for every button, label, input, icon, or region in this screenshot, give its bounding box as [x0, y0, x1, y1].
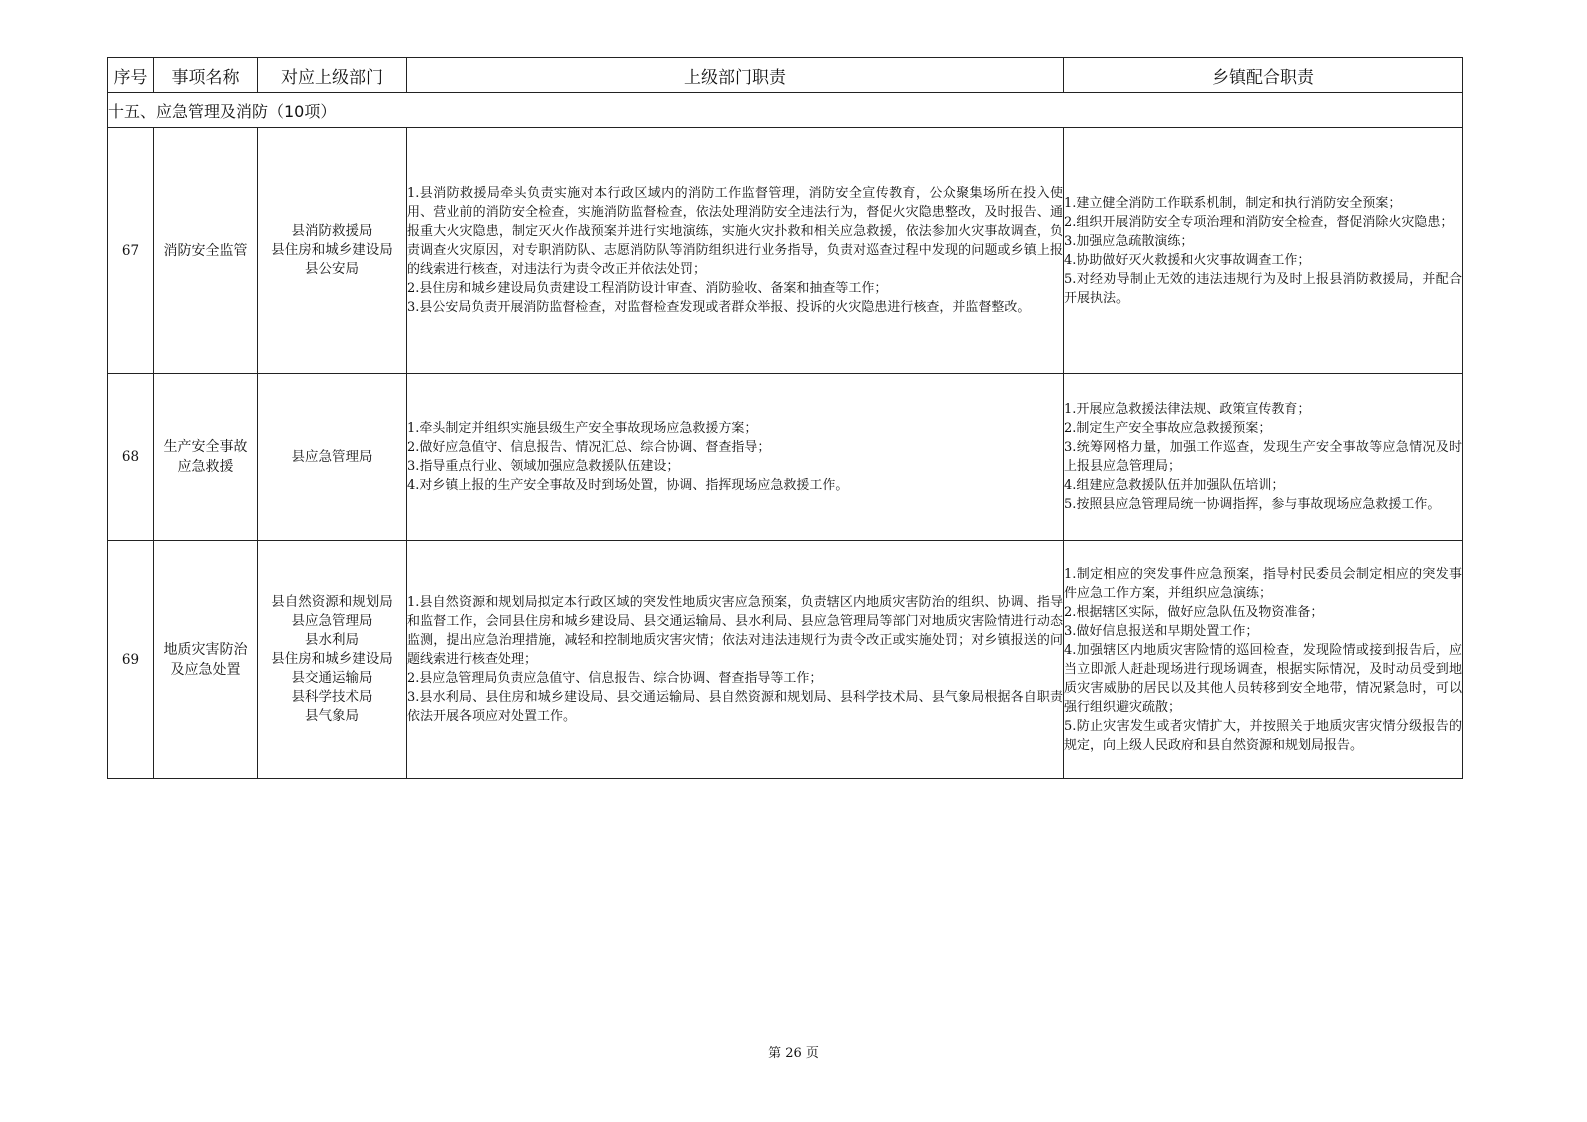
department-line: 县交通运输局 [291, 670, 373, 686]
town-duty-item: 4.组建应急救援队伍并加强队伍培训； [1064, 478, 1285, 493]
duty-table [107, 57, 1463, 779]
upper-duty-item: 4.对乡镇上报的生产安全事故及时到场处置，协调、指挥现场应急救援工作。 [407, 478, 849, 493]
upper-duty-item: 1.县消防救援局牵头负责实施对本行政区域内的消防工作监督管理，消防安全宣传教育，公众聚集场所在投入使用、营业前的消防安全检查，实施消防监督检查，依法处理消防安全违法行为，督促火灾隐患整改，及时报告、通报重大火灾隐患，制定灭火作战预案并进行实地演练，实施火灾扑救和相关应急救援，依法参加火灾事故调查，负责调查火灾原因，对专职消防队、志愿消防队等消防组织进行业务指导，负责对巡查过程中发现的问题或乡镇上报的线索进行核查，对违法行为责令改正并依法处罚； [407, 186, 1063, 277]
header-item-name: 事项名称 [154, 58, 258, 93]
section-title: 十五、应急管理及消防（10项） [108, 93, 1463, 128]
item-name-line: 消防安全监管 [163, 242, 248, 259]
town-duty-item: 2.组织开展消防安全专项治理和消防安全检查，督促消除火灾隐患； [1064, 214, 1454, 230]
row-departments [258, 541, 407, 779]
department-line: 县公安局 [305, 261, 359, 277]
upper-duty-item: 3.县公安局负责开展消防监督检查，对监督检查发现或者群众举报、投诉的火灾隐患进行核查，并监督整改。 [407, 300, 1031, 315]
item-name-line: 地质灾害防治 [163, 641, 248, 658]
upper-duty-item: 2.县住房和城乡建设局负责建设工程消防设计审查、消防验收、备案和抽查等工作； [407, 281, 888, 296]
row-town-duties [1064, 374, 1463, 541]
department-line: 县住房和城乡建设局 [271, 651, 393, 667]
row-town-duties [1064, 541, 1463, 779]
upper-duty-item: 3.县水利局、县住房和城乡建设局、县交通运输局、县自然资源和规划局、县科学技术局、县气象局根据各自职责依法开展各项应对处置工作。 [407, 690, 1063, 724]
upper-duty-item: 3.指导重点行业、领域加强应急救援队伍建设； [407, 459, 680, 474]
page-number: 第 26 页 [768, 1046, 819, 1061]
row-item-name [154, 541, 258, 779]
town-duty-item: 1.建立健全消防工作联系机制，制定和执行消防安全预案； [1064, 195, 1402, 211]
row-item-name [154, 128, 258, 374]
table-row [108, 374, 1463, 541]
header-row [108, 58, 1463, 93]
item-name-line: 应急救援 [177, 459, 234, 475]
row-upper-duties [407, 541, 1064, 779]
town-duty-item: 3.加强应急疏散演练； [1064, 233, 1194, 249]
department-line: 县应急管理局 [291, 613, 373, 629]
table-row [108, 128, 1463, 374]
row-departments [258, 374, 407, 541]
department-line: 县气象局 [305, 708, 359, 724]
department-line: 县科学技术局 [291, 689, 373, 705]
header-num: 序号 [108, 58, 154, 93]
department-line: 县水利局 [305, 632, 359, 648]
department-line: 县消防救援局 [291, 223, 373, 239]
header-department: 对应上级部门 [258, 58, 407, 93]
row-num: 68 [108, 374, 154, 541]
upper-duty-item: 2.做好应急值守、信息报告、情况汇总、综合协调、督查指导； [407, 440, 771, 455]
row-num: 67 [108, 128, 154, 374]
section-row [108, 93, 1463, 128]
row-town-duties [1064, 128, 1463, 374]
department-line: 县应急管理局 [291, 448, 373, 465]
town-duty-item: 1.制定相应的突发事件应急预案，指导村民委员会制定相应的突发事件应急工作方案，并组织应急演练； [1064, 566, 1462, 601]
town-duty-item: 4.加强辖区内地质灾害险情的巡回检查，发现险情或接到报告后，应当立即派人赶赴现场进行现场调查，根据实际情况，及时动员受到地质灾害威胁的居民以及其他人员转移到安全地带，情况紧急时，可以强行组织避灾疏散； [1064, 642, 1462, 715]
town-duty-item: 5.防止灾害发生或者灾情扩大，并按照关于地质灾害灾情分级报告的规定，向上级人民政府和县自然资源和规划局报告。 [1064, 718, 1462, 753]
town-duty-item: 5.对经劝导制止无效的违法违规行为及时上报县消防救援局，并配合开展执法。 [1064, 271, 1462, 306]
town-duty-item: 1.开展应急救援法律法规、政策宣传教育； [1064, 402, 1311, 417]
town-duty-item: 2.制定生产安全事故应急救援预案； [1064, 421, 1272, 436]
row-num: 69 [108, 541, 154, 779]
row-departments [258, 128, 407, 374]
header-town-duties: 乡镇配合职责 [1064, 58, 1463, 93]
row-upper-duties [407, 374, 1064, 541]
item-name-line: 及应急处置 [170, 661, 241, 678]
town-duty-item: 3.统筹网格力量，加强工作巡查，发现生产安全事故等应急情况及时上报县应急管理局； [1064, 440, 1462, 474]
town-duty-item: 5.按照县应急管理局统一协调指挥，参与事故现场应急救援工作。 [1064, 497, 1441, 512]
upper-duty-item: 1.牵头制定并组织实施县级生产安全事故现场应急救援方案； [407, 421, 758, 436]
town-duty-item: 2.根据辖区实际，做好应急队伍及物资准备； [1064, 604, 1324, 620]
row-item-name [154, 374, 258, 541]
item-name-line: 生产安全事故 [163, 439, 248, 455]
upper-duty-item: 1.县自然资源和规划局拟定本行政区域的突发性地质灾害应急预案，负责辖区内地质灾害防治的组织、协调、指导和监督工作，会同县住房和城乡建设局、县交通运输局、县水利局、县应急管理局等部门对地质灾害险情进行动态监测，提出应急治理措施，减轻和控制地质灾害灾情；依法对违法违规行为责令改正或实施处罚；对乡镇报送的问题线索进行核查处理； [407, 595, 1063, 667]
table-row [108, 541, 1463, 779]
town-duty-item: 4.协助做好灭火救援和火灾事故调查工作； [1064, 252, 1311, 268]
department-line: 县住房和城乡建设局 [271, 242, 393, 258]
upper-duty-item: 2.县应急管理局负责应急值守、信息报告、综合协调、督查指导等工作； [407, 671, 823, 686]
department-line: 县自然资源和规划局 [271, 594, 393, 610]
row-upper-duties [407, 128, 1064, 374]
header-upper-duties: 上级部门职责 [407, 58, 1064, 93]
town-duty-item: 3.做好信息报送和早期处置工作； [1064, 623, 1259, 639]
